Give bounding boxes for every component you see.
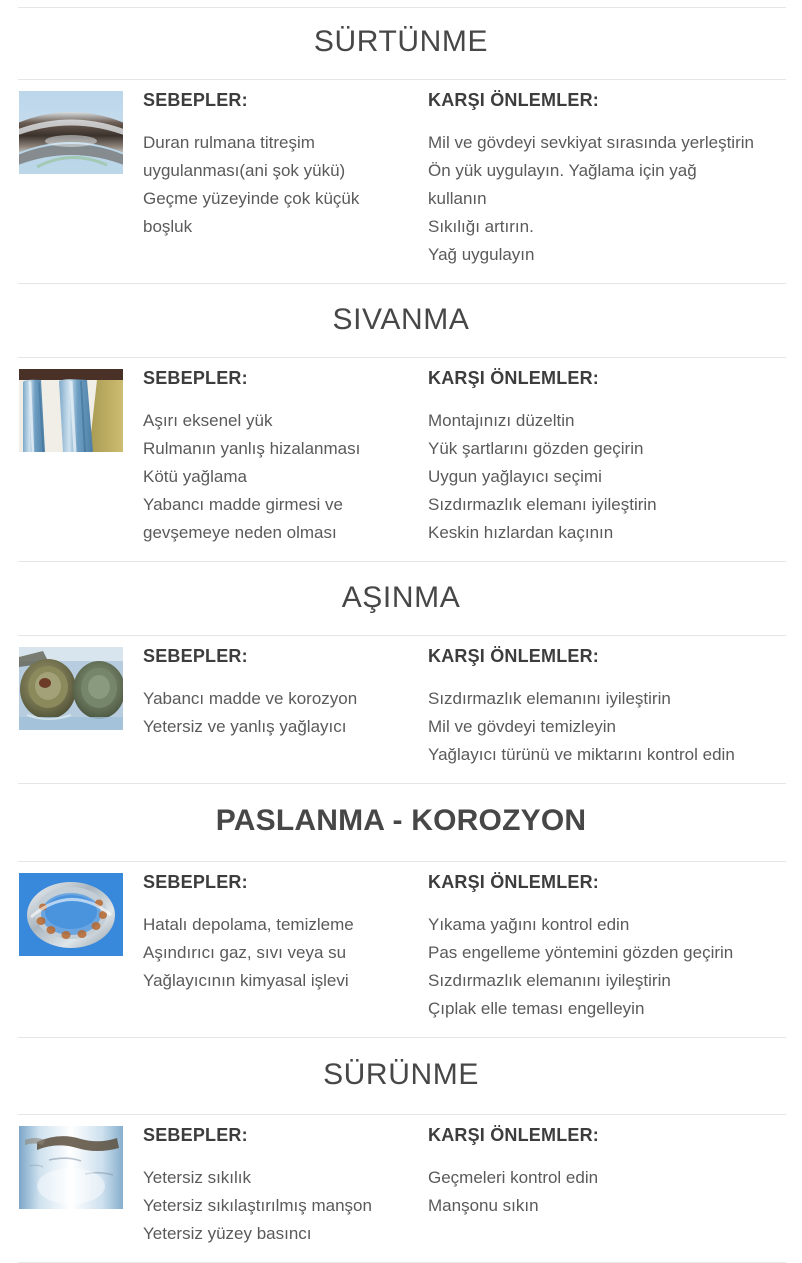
section-title: PASLANMA - KOROZYON (215, 804, 587, 837)
remedies-column-header: KARŞI ÖNLEMLER: (428, 368, 599, 388)
section-body (0, 862, 802, 1037)
causes-list (143, 685, 408, 741)
list-item: Aşırı eksenel yük (143, 411, 273, 430)
list-item: Yetersiz sıkılaştırılmış manşon (143, 1196, 372, 1215)
causes-column (123, 873, 408, 995)
remedies-column-header: KARŞI ÖNLEMLER: (428, 872, 599, 892)
damage-section (0, 8, 802, 284)
list-item: Hatalı depolama, temizleme (143, 915, 354, 934)
list-item: Pas engelleme yöntemini gözden geçirin (428, 943, 734, 962)
section-title: SÜRÜNME (323, 1058, 479, 1091)
list-item: Yük şartlarını gözden geçirin (428, 439, 644, 458)
causes-list (143, 407, 408, 547)
list-item: Geçmeleri kontrol edin (428, 1168, 599, 1187)
section-title: SÜRTÜNME (313, 25, 489, 58)
list-item: Mil ve gövdeyi sevkiyat sırasında yerleştirin (428, 133, 754, 152)
bearing-ring-photo (19, 91, 123, 174)
list-item: Sızdırmazlık elemanını iyileştirin (428, 971, 671, 990)
list-item: Geçme yüzeyinde çok küçük (143, 189, 360, 208)
list-item: gevşemeye neden olması (143, 523, 337, 542)
list-item: Ön yük uygulayın. Yağlama için yağ (428, 161, 697, 180)
remedies-column (408, 369, 802, 547)
remedies-list (428, 911, 790, 1023)
causes-column-header: SEBEPLER: (143, 872, 248, 892)
list-item: Çıplak elle teması engelleyin (428, 999, 645, 1018)
list-item: Rulmanın yanlış hizalanması (143, 439, 361, 458)
causes-column-header: SEBEPLER: (143, 1125, 248, 1145)
damage-section (0, 784, 802, 1038)
remedies-list (428, 685, 790, 769)
list-item: uygulanması(ani şok yükü) (143, 161, 346, 180)
list-item: Yağlayıcının kimyasal işlevi (143, 971, 349, 990)
causes-column (123, 91, 408, 241)
section-body (0, 80, 802, 283)
section-body (0, 636, 802, 783)
list-item: kullanın (428, 189, 487, 208)
thumbnail-cell (0, 91, 123, 174)
causes-column (123, 369, 408, 547)
section-title: AŞINMA (341, 581, 461, 614)
thumbnail-cell (0, 369, 123, 452)
remedies-column (408, 91, 802, 269)
list-item: Duran rulmana titreşim (143, 133, 315, 152)
causes-column-header: SEBEPLER: (143, 90, 248, 110)
sections-container (0, 8, 802, 1263)
causes-list (143, 129, 408, 241)
creep-shaft-surface-photo (19, 1126, 123, 1209)
list-item: Yetersiz sıkılık (143, 1168, 252, 1187)
worn-bearing-ends-photo (19, 647, 123, 730)
list-item: Manşonu sıkın (428, 1196, 539, 1215)
list-item: Mil ve gövdeyi temizleyin (428, 717, 617, 736)
roller-smearing-photo (19, 369, 123, 452)
thumbnail-cell (0, 1126, 123, 1209)
thumbnail-cell (0, 873, 123, 956)
damage-section (0, 562, 802, 784)
remedies-column (408, 873, 802, 1023)
section-body (0, 1115, 802, 1262)
ball-bearing-photo (19, 873, 123, 956)
causes-column-header: SEBEPLER: (143, 646, 248, 666)
list-item: Keskin hızlardan kaçının (428, 523, 614, 542)
causes-column-header: SEBEPLER: (143, 368, 248, 388)
causes-column (123, 1126, 408, 1248)
remedies-column-header: KARŞI ÖNLEMLER: (428, 90, 599, 110)
damage-section (0, 284, 802, 562)
remedies-list (428, 1164, 790, 1220)
list-item: Yağlayıcı türünü ve miktarını kontrol edin (428, 745, 735, 764)
list-item: boşluk (143, 217, 193, 236)
remedies-column-header: KARŞI ÖNLEMLER: (428, 1125, 599, 1145)
damage-reference-page (0, 7, 802, 1263)
list-item: Aşındırıcı gaz, sıvı veya su (143, 943, 347, 962)
list-item: Kötü yağlama (143, 467, 247, 486)
list-item: Sızdırmazlık elemanı iyileştirin (428, 495, 657, 514)
remedies-list (428, 407, 790, 547)
list-item: Yıkama yağını kontrol edin (428, 915, 630, 934)
section-body (0, 358, 802, 561)
list-item: Yetersiz yüzey basıncı (143, 1224, 312, 1243)
list-item: Yabancı madde girmesi ve (143, 495, 344, 514)
list-item: Sızdırmazlık elemanını iyileştirin (428, 689, 671, 708)
section-title: SIVANMA (332, 303, 470, 336)
remedies-column (408, 647, 802, 769)
list-item: Uygun yağlayıcı seçimi (428, 467, 602, 486)
causes-list (143, 1164, 408, 1248)
list-item: Sıkılığı artırın. (428, 217, 534, 236)
causes-column (123, 647, 408, 741)
remedies-column-header: KARŞI ÖNLEMLER: (428, 646, 599, 666)
causes-list (143, 911, 408, 995)
list-item: Yetersiz ve yanlış yağlayıcı (143, 717, 347, 736)
list-item: Montajınızı düzeltin (428, 411, 575, 430)
list-item: Yabancı madde ve korozyon (143, 689, 358, 708)
remedies-column (408, 1126, 802, 1220)
list-item: Yağ uygulayın (428, 245, 535, 264)
remedies-list (428, 129, 790, 269)
damage-section (0, 1038, 802, 1263)
thumbnail-cell (0, 647, 123, 730)
